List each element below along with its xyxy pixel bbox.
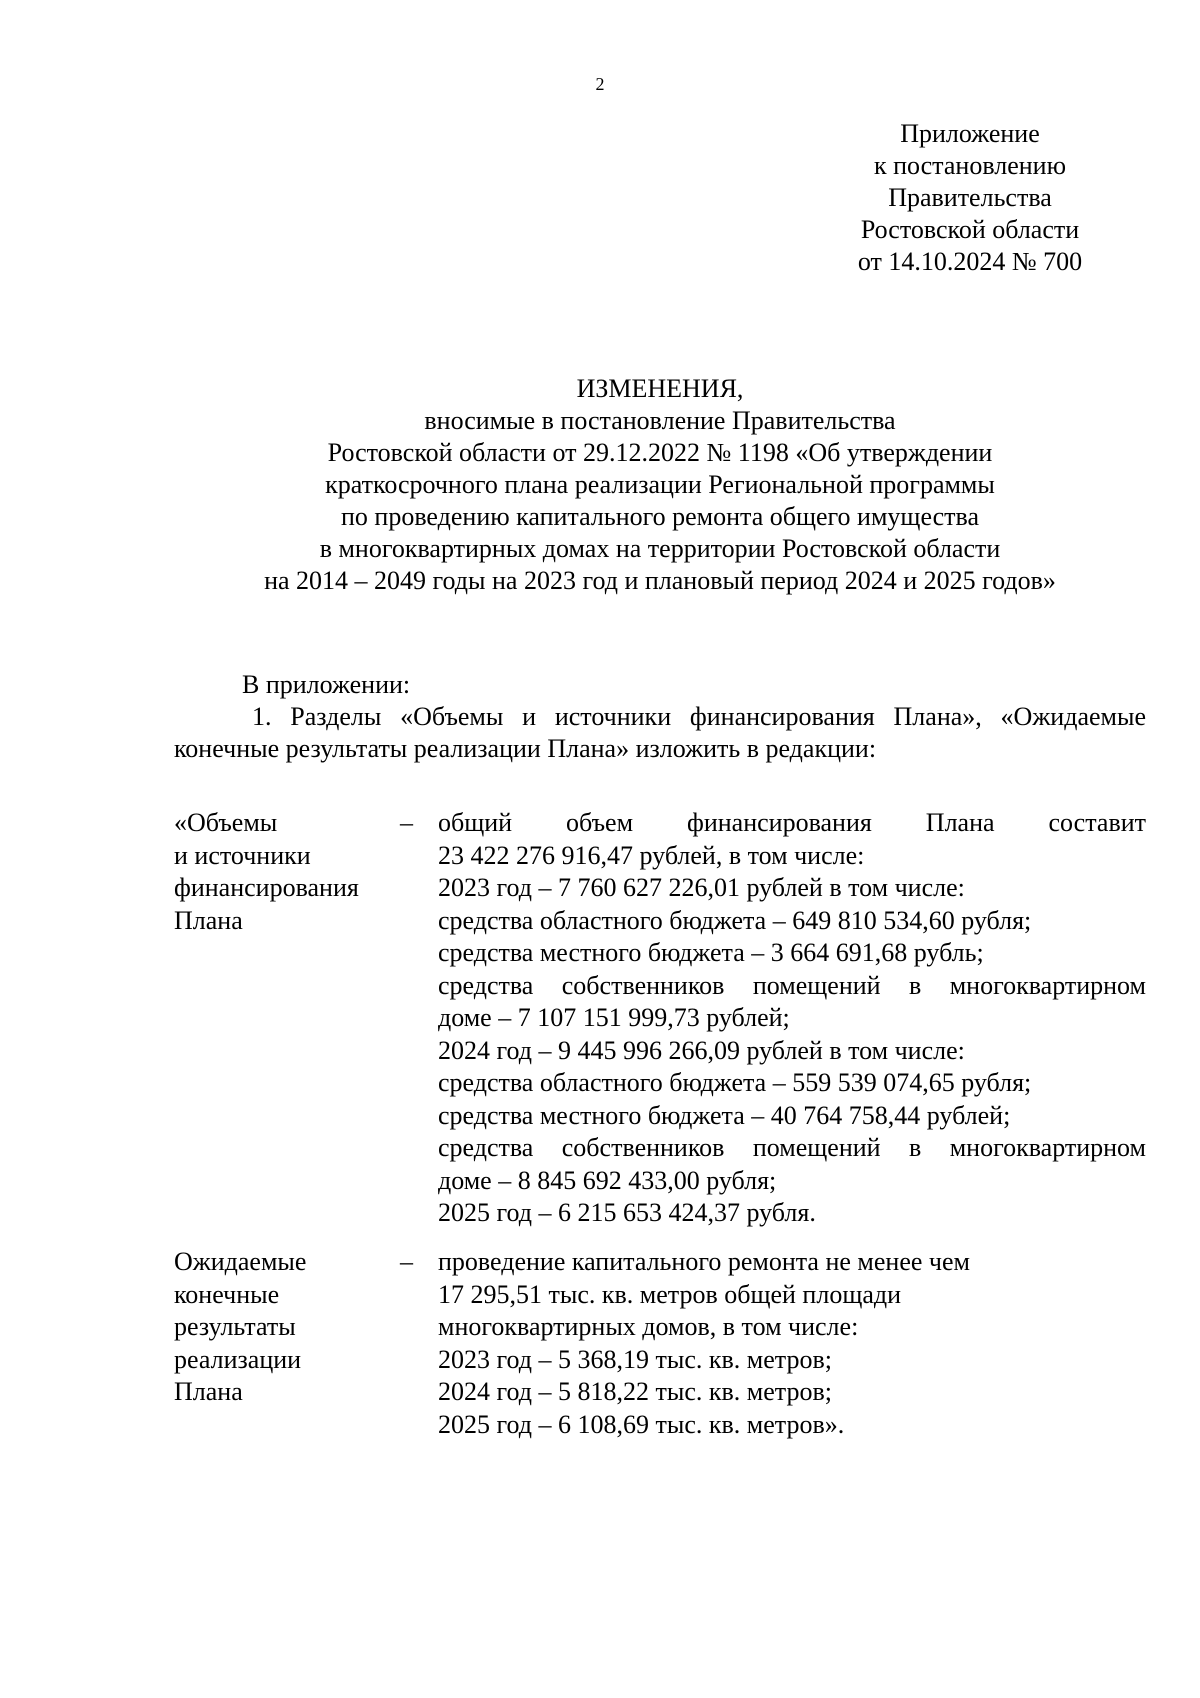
section-content <box>438 807 1146 1230</box>
section-label-line: финансирования <box>174 873 359 902</box>
intro-line: В приложении: <box>242 670 411 699</box>
title-heading: ИЗМЕНЕНИЯ, <box>576 374 744 403</box>
section-content-line: 2025 год – 6 108,69 тыс. кв. метров». <box>438 1409 845 1439</box>
section-label-line: Ожидаемые <box>174 1247 307 1276</box>
section-dash: – <box>400 1247 413 1276</box>
document-title <box>160 373 1160 597</box>
intro-paragraph <box>174 669 1146 765</box>
section-label-line: результаты <box>174 1312 296 1341</box>
appendix-line: от 14.10.2024 № 700 <box>857 247 1083 276</box>
section-content-line: 2024 год – 9 445 996 266,09 рублей в том числе: <box>438 1035 965 1065</box>
section-label-line: конечные <box>174 1279 280 1309</box>
section-label <box>174 807 384 937</box>
section-content-line: доме – 8 845 692 433,00 рубля; <box>438 1165 777 1195</box>
section-label-line: реализации <box>174 1344 302 1374</box>
section-content-line: 17 295,51 тыс. кв. метров общей площади <box>438 1279 902 1309</box>
section-content-line: средства областного бюджета – 649 810 534,60 рубля; <box>438 905 1032 935</box>
section-content-line: средства местного бюджета – 40 764 758,44 рублей; <box>438 1100 1011 1130</box>
section-content-line: 2023 год – 5 368,19 тыс. кв. метров; <box>438 1344 832 1374</box>
page-number: 2 <box>595 74 605 94</box>
section-content-line: общий объем финансирования Плана составит <box>438 808 1146 837</box>
appendix-header <box>820 118 1120 278</box>
title-line: по проведению капитального ремонта общего имущества <box>340 502 980 531</box>
section-content <box>438 1246 1146 1441</box>
section-content-line: 2023 год – 7 760 627 226,01 рублей в том числе: <box>438 873 965 902</box>
appendix-line: Ростовской области <box>860 215 1080 244</box>
section-content-line: 23 422 276 916,47 рублей, в том числе: <box>438 840 865 870</box>
section-content-line: 2024 год – 5 818,22 тыс. кв. метров; <box>438 1377 832 1406</box>
section-label-line: «Объемы <box>174 808 278 837</box>
intro-line: 1. Разделы «Объемы и источники финансирования Плана», «Ожидаемые <box>252 702 1146 731</box>
appendix-line: Приложение <box>900 119 1040 148</box>
title-line: на 2014 – 2049 годы на 2023 год и плановый период 2024 и 2025 годов» <box>264 566 1056 595</box>
intro-line: конечные результаты реализации Плана» изложить в редакции: <box>174 734 877 763</box>
section-content-line: проведение капитального ремонта не менее чем <box>438 1247 970 1276</box>
section-label-line: и источники <box>174 840 311 870</box>
section-content-line: средства собственников помещений в многоквартирном <box>438 970 1146 1000</box>
section-content-line: 2025 год – 6 215 653 424,37 рубля. <box>438 1198 816 1227</box>
section-content-line: средства местного бюджета – 3 664 691,68 рубль; <box>438 938 984 967</box>
section-label-line: Плана <box>174 1377 243 1406</box>
section-content-line: многоквартирных домов, в том числе: <box>438 1312 859 1341</box>
appendix-line: Правительства <box>888 183 1052 212</box>
title-line: вносимые в постановление Правительства <box>424 406 896 435</box>
title-line: Ростовской области от 29.12.2022 № 1198 «Об утверждении <box>327 438 993 467</box>
section-dash: – <box>400 808 413 837</box>
appendix-line: к постановлению <box>873 151 1067 180</box>
section-content-line: доме – 7 107 151 999,73 рублей; <box>438 1003 790 1032</box>
section-label-line: Плана <box>174 905 243 935</box>
title-line: краткосрочного плана реализации Региональной программы <box>325 470 995 499</box>
section-content-line: средства собственников помещений в многоквартирном <box>438 1133 1146 1162</box>
title-line: в многоквартирных домах на территории Ростовской области <box>319 534 1001 563</box>
section-label <box>174 1246 384 1409</box>
section-content-line: средства областного бюджета – 559 539 074,65 рубля; <box>438 1068 1032 1097</box>
